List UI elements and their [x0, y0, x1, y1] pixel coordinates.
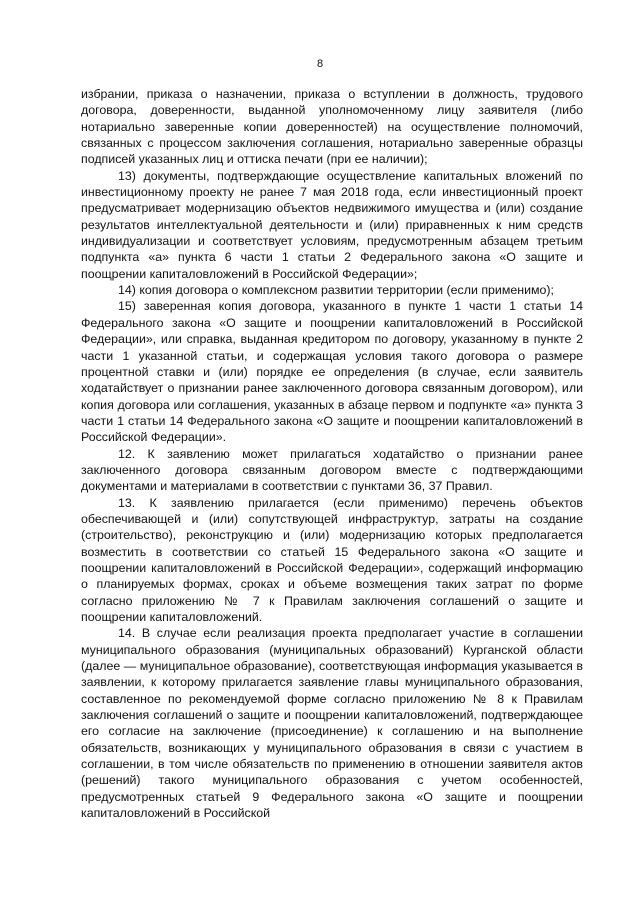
page-number: 8: [316, 58, 324, 70]
paragraph-item-14-contract-copy: 14) копия договора о комплексном развитии территории (если применимо);: [118, 283, 554, 298]
paragraph-clause-13: 13. К заявлению прилагается (если применимо) перечень объектов обеспечивающей и (или) сопутствующей инфраструктур, затраты на создание (строительство), реконструкцию и (или) модернизацию которых предполагается возместить в соответствии со статьей 15 Федерального закона «О защите и поощрении капиталовложений в Российской Федерации», содержащий информацию о планируемых формах, сроках и объеме возмещения таких затрат по форме согласно приложению № 7 к Правилам заключения соглашений о защите и поощрении капиталовложений.: [81, 495, 583, 624]
paragraph-clause-12: 12. К заявлению может прилагаться ходатайство о признании ранее заключенного договора связанным договором вместе с подтверждающими документами и материалами в соответствии с пунктами 36, 37 Правил.: [81, 446, 583, 494]
paragraph-item-13-documents: 13) документы, подтверждающие осуществление капитальных вложений по инвестиционному проекту не ранее 7 мая 2018 года, если инвестиционный проект предусматривает модернизацию объектов недвижимого имущества и (или) создание результатов интеллектуальной деятельности и (или) приравненных к ним средств индивидуализации и соответствует условиям, предусмотренным абзацем третьим подпункта «а» пункта 6 части 1 статьи 2 Федерального закона «О защите и поощрении капиталовложений в Российской Федерации»;: [81, 168, 583, 281]
paragraph-item-15-certified-copy: 15) заверенная копия договора, указанного в пункте 1 части 1 статьи 14 Федерального закона «О защите и поощрении капиталовложений в Российской Федерации», или справка, выданная кредитором по договору, указанному в пункте 2 части 1 указанной статьи, и содержащая условия такого договора о размере процентной ставки и (или) порядке ее определения (в случае, если заявитель ходатайствует о признании ранее заключенного договора связанным договором), или копия договора или соглашения, указанных в абзаце первом и подпункте «а» пункта 3 части 1 статьи 14 Федерального закона «О защите и поощрении капиталовложений в Российской Федерации».: [81, 299, 583, 445]
document-body: [81, 86, 583, 821]
paragraph-clause-14: 14. В случае если реализация проекта предполагает участие в соглашении муниципального образования (муниципальных образований) Курганской области (далее — муниципальное образование), соответствующая информация указывается в заявлении, к которому прилагается заявление главы муниципального образования, составленное по рекомендуемой форме согласно приложению № 8 к Правилам заключения соглашений о защите и поощрении капиталовложений, подтверждающее его согласие на заключение (присоединение) к соглашению и на выполнение обязательств, возникающих у муниципального образования в связи с участием в соглашении, в том числе обязательств по применению в отношении заявителя актов (решений) такого муниципального образования с учетом особенностей, предусмотренных статьей 9 Федерального закона «О защите и поощрении капиталовложений в Российской: [81, 626, 583, 821]
paragraph-continuation: избрании, приказа о назначении, приказа о вступлении в должность, трудового договора, доверенности, выданной уполномоченному лицу заявителя (либо нотариально заверенные копии доверенностей) на осуществление полномочий, связанных с процессом заключения соглашения, нотариально заверенные образцы подписей указанных лиц и оттиска печати (при ее наличии);: [81, 87, 583, 167]
